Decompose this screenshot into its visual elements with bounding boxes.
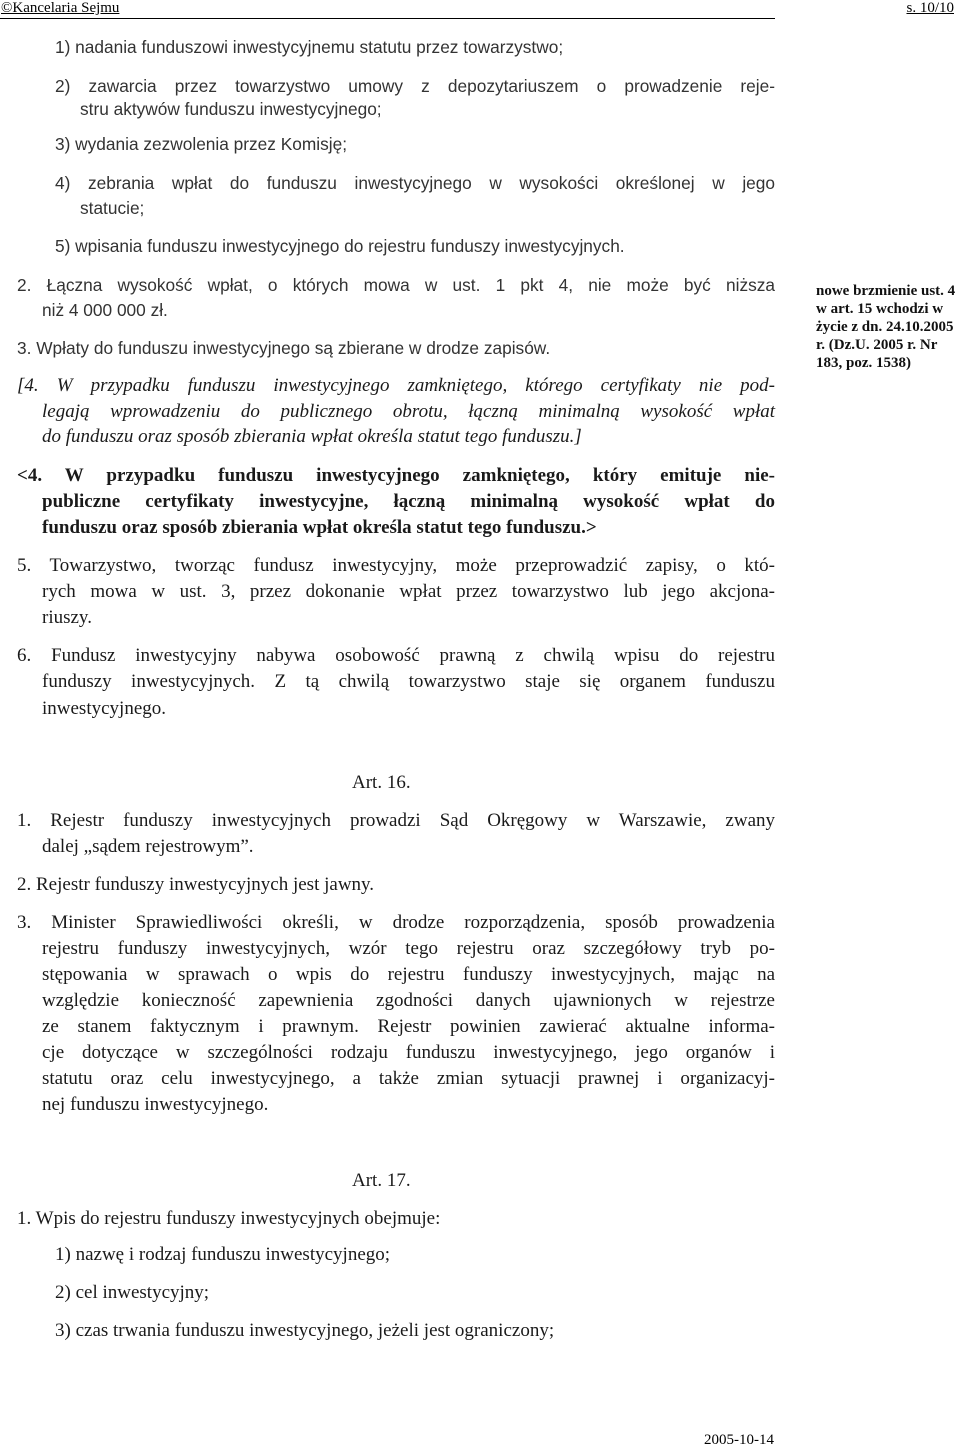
header-divider xyxy=(0,18,775,19)
header-copyright: ©Kancelaria Sejmu xyxy=(1,0,120,16)
list-item: 1) nazwę i rodzaj funduszu inwestycyjnego; xyxy=(55,1244,391,1265)
footer-date: 2005-10-14 xyxy=(704,1432,774,1448)
article-17-heading: Art. 17. xyxy=(352,1170,411,1191)
article-16-heading: Art. 16. xyxy=(352,772,411,793)
header-page-number: s. 10/10 xyxy=(906,0,954,16)
list-item: 2) cel inwestycyjny; xyxy=(55,1282,210,1303)
margin-note: nowe brzmienie ust. 4 w art. 15 wchodzi w życie z dn. 24.10.2005 r. (Dz.U. 2005 r. Nr 183, poz. 1538) xyxy=(816,283,956,371)
list-item: 3) czas trwania funduszu inwestycyjnego, jeżeli jest ograniczony; xyxy=(55,1320,555,1341)
